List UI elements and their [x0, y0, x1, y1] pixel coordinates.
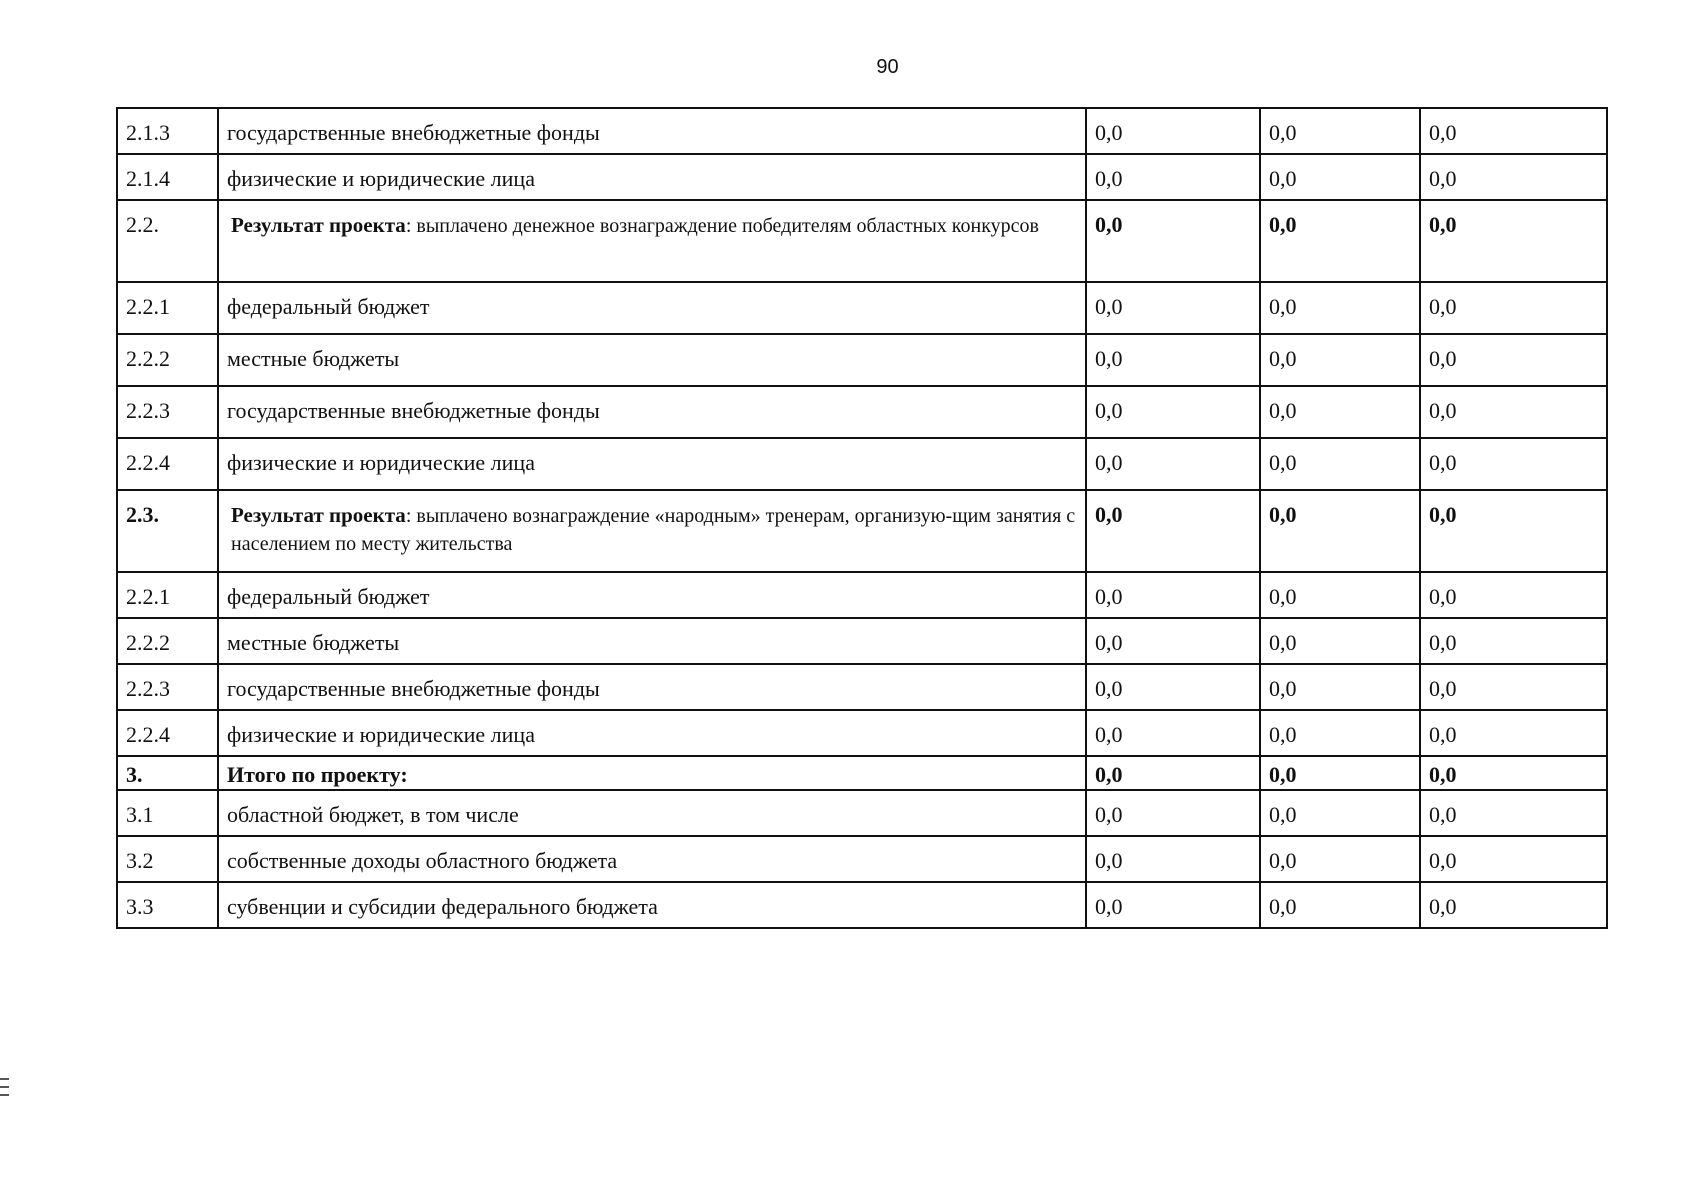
row-number: 2.2.1 [117, 282, 218, 334]
row-value-1: 0,0 [1086, 756, 1260, 790]
row-value-3: 0,0 [1420, 282, 1607, 334]
table-row [117, 618, 1607, 664]
row-number: 3.3 [117, 882, 218, 928]
result-text: : выплачено денежное вознаграждение победителям областных конкурсов [405, 215, 1039, 237]
row-name: областной бюджет, в том числе [218, 790, 1086, 836]
row-value-2: 0,0 [1260, 490, 1420, 572]
row-value-2: 0,0 [1260, 572, 1420, 618]
row-value-1: 0,0 [1086, 710, 1260, 756]
row-value-2: 0,0 [1260, 334, 1420, 386]
table-row [117, 334, 1607, 386]
row-value-1: 0,0 [1086, 618, 1260, 664]
row-number: 2.2.1 [117, 572, 218, 618]
row-value-3: 0,0 [1420, 200, 1607, 282]
row-value-3: 0,0 [1420, 882, 1607, 928]
row-value-3: 0,0 [1420, 836, 1607, 882]
row-value-3: 0,0 [1420, 710, 1607, 756]
table-row [117, 154, 1607, 200]
row-name: физические и юридические лица [218, 438, 1086, 490]
row-number: 2.2.4 [117, 438, 218, 490]
row-number: 2.2.3 [117, 664, 218, 710]
row-value-2: 0,0 [1260, 790, 1420, 836]
row-value-1: 0,0 [1086, 282, 1260, 334]
row-number: 3. [117, 756, 218, 790]
row-name: собственные доходы областного бюджета [218, 836, 1086, 882]
row-value-1: 0,0 [1086, 572, 1260, 618]
table-row [117, 572, 1607, 618]
row-name: государственные внебюджетные фонды [218, 108, 1086, 154]
row-number: 2.2. [117, 200, 218, 282]
margin-tick [0, 1078, 9, 1080]
table-row [117, 108, 1607, 154]
table-row [117, 386, 1607, 438]
row-value-3: 0,0 [1420, 756, 1607, 790]
binding-margin-marks [0, 1078, 10, 1104]
row-name [218, 200, 1086, 282]
row-value-2: 0,0 [1260, 710, 1420, 756]
table-row [117, 710, 1607, 756]
row-name: физические и юридические лица [218, 710, 1086, 756]
page-number: 90 [876, 56, 899, 78]
row-value-1: 0,0 [1086, 836, 1260, 882]
budget-table [116, 107, 1608, 929]
row-value-2: 0,0 [1260, 200, 1420, 282]
row-value-3: 0,0 [1420, 386, 1607, 438]
row-value-1: 0,0 [1086, 438, 1260, 490]
row-number: 2.2.2 [117, 618, 218, 664]
row-number: 2.2.4 [117, 710, 218, 756]
table-row [117, 282, 1607, 334]
row-value-2: 0,0 [1260, 836, 1420, 882]
table-row-result [117, 490, 1607, 572]
table-row [117, 790, 1607, 836]
table-row [117, 438, 1607, 490]
row-value-2: 0,0 [1260, 386, 1420, 438]
row-value-1: 0,0 [1086, 334, 1260, 386]
row-value-1: 0,0 [1086, 154, 1260, 200]
row-value-2: 0,0 [1260, 282, 1420, 334]
row-number: 2.3. [117, 490, 218, 572]
row-name: Итого по проекту: [218, 756, 1086, 790]
row-number: 2.1.3 [117, 108, 218, 154]
row-value-2: 0,0 [1260, 882, 1420, 928]
row-value-3: 0,0 [1420, 154, 1607, 200]
row-value-3: 0,0 [1420, 572, 1607, 618]
row-number: 2.2.3 [117, 386, 218, 438]
row-value-3: 0,0 [1420, 108, 1607, 154]
row-value-1: 0,0 [1086, 664, 1260, 710]
table-row [117, 882, 1607, 928]
row-value-1: 0,0 [1086, 490, 1260, 572]
row-number: 2.2.2 [117, 334, 218, 386]
row-value-3: 0,0 [1420, 490, 1607, 572]
row-value-1: 0,0 [1086, 386, 1260, 438]
table-row-total [117, 756, 1607, 790]
row-value-3: 0,0 [1420, 790, 1607, 836]
row-value-1: 0,0 [1086, 882, 1260, 928]
row-number: 3.2 [117, 836, 218, 882]
row-value-1: 0,0 [1086, 200, 1260, 282]
result-text: : выплачено вознаграждение «народным» тренерам, организую-щим занятия с населением по месту жительства [231, 505, 1076, 555]
row-value-2: 0,0 [1260, 438, 1420, 490]
row-value-1: 0,0 [1086, 790, 1260, 836]
row-number: 2.1.4 [117, 154, 218, 200]
row-value-3: 0,0 [1420, 334, 1607, 386]
table-row [117, 836, 1607, 882]
row-value-2: 0,0 [1260, 664, 1420, 710]
table-row-result [117, 200, 1607, 282]
row-value-2: 0,0 [1260, 154, 1420, 200]
row-name: местные бюджеты [218, 618, 1086, 664]
table-row [117, 664, 1607, 710]
row-name: физические и юридические лица [218, 154, 1086, 200]
row-number: 3.1 [117, 790, 218, 836]
row-value-3: 0,0 [1420, 438, 1607, 490]
margin-tick [0, 1086, 9, 1088]
row-value-1: 0,0 [1086, 108, 1260, 154]
row-value-2: 0,0 [1260, 108, 1420, 154]
result-lead: Результат проекта [231, 503, 406, 527]
row-name: федеральный бюджет [218, 572, 1086, 618]
result-lead: Результат проекта [231, 213, 406, 237]
row-value-2: 0,0 [1260, 618, 1420, 664]
row-value-3: 0,0 [1420, 664, 1607, 710]
row-name: местные бюджеты [218, 334, 1086, 386]
margin-tick [0, 1094, 9, 1096]
row-value-3: 0,0 [1420, 618, 1607, 664]
row-name [218, 490, 1086, 572]
row-name: субвенции и субсидии федерального бюджета [218, 882, 1086, 928]
row-name: федеральный бюджет [218, 282, 1086, 334]
row-name: государственные внебюджетные фонды [218, 664, 1086, 710]
row-name: государственные внебюджетные фонды [218, 386, 1086, 438]
row-value-2: 0,0 [1260, 756, 1420, 790]
